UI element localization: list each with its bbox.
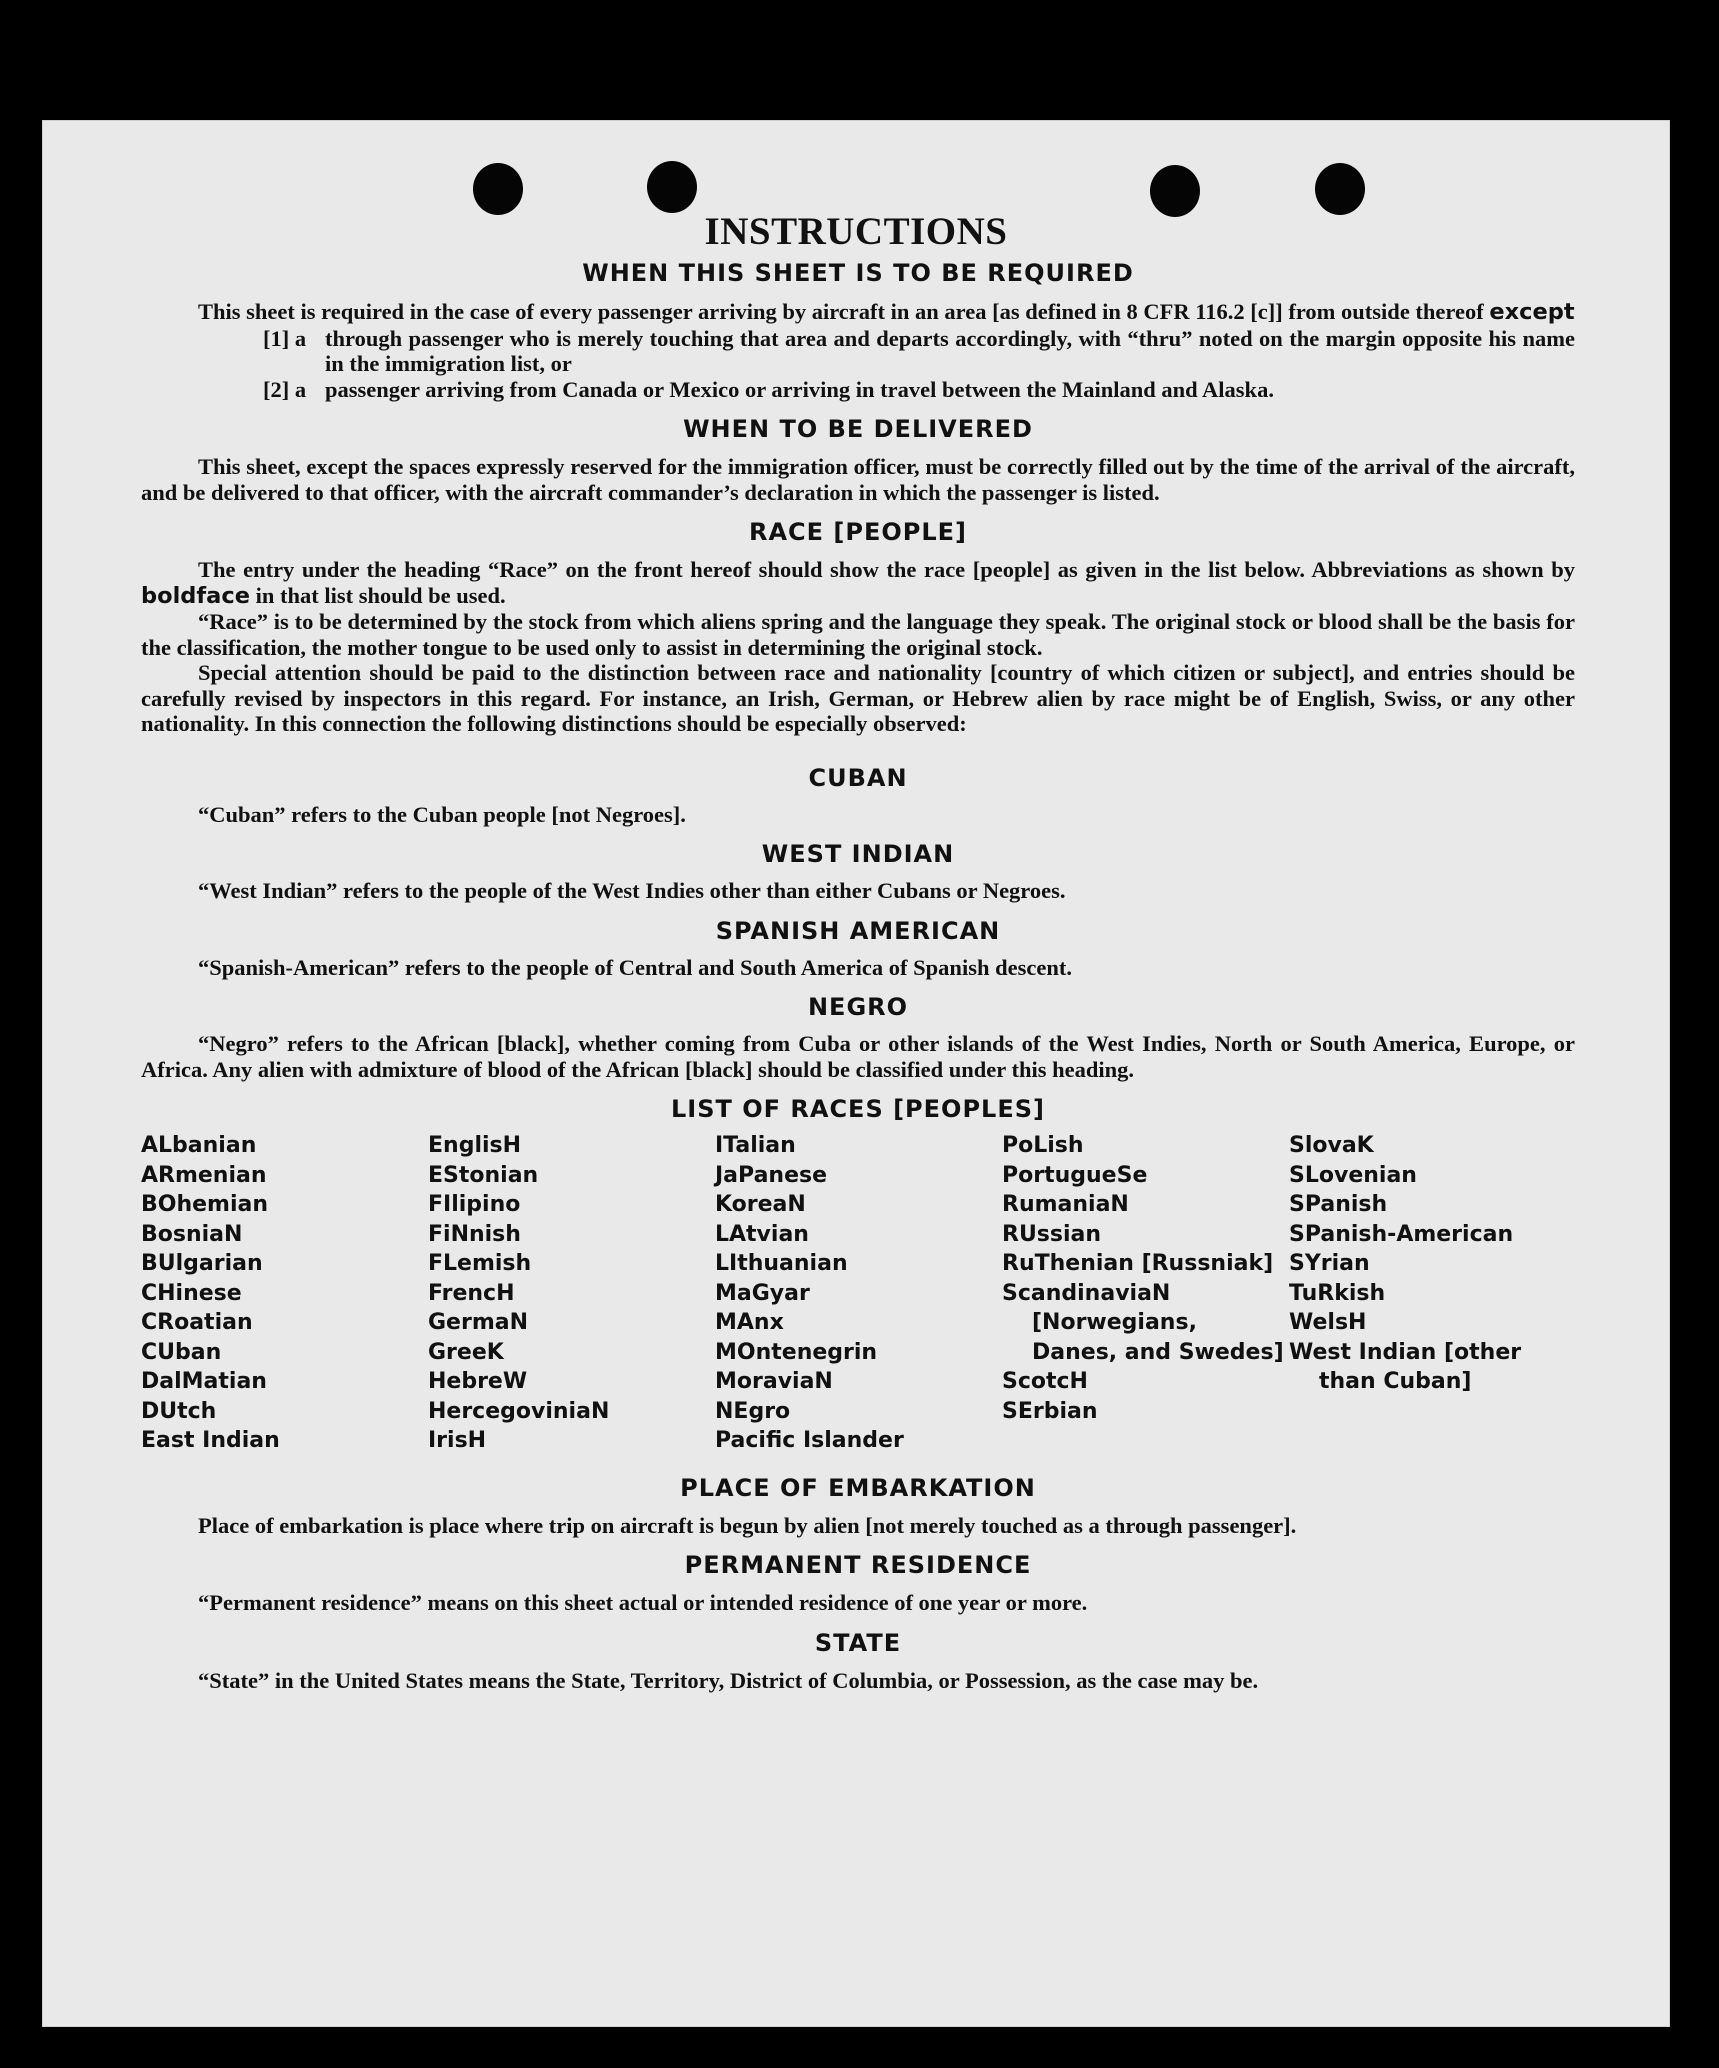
race-entry: BosniaN xyxy=(141,1221,243,1247)
race-entry: ALbanian xyxy=(141,1133,257,1158)
section-heading-cuban: CUBAN xyxy=(808,763,908,792)
exception-item-2: [2] a passenger arriving from Canada or Mexico or arriving in travel between the Mainland and Alaska. xyxy=(263,376,1274,402)
race-entry: MOntenegrin xyxy=(715,1339,878,1365)
section-heading-delivered: WHEN TO BE DELIVERED xyxy=(683,415,1033,443)
race-entry: SErbian xyxy=(1002,1398,1098,1424)
section-heading-race: RACE [PEOPLE] xyxy=(748,518,968,546)
race-entry: BOhemian xyxy=(141,1192,269,1217)
page-title: INSTRUCTIONS xyxy=(704,210,1008,253)
state-text: “State” in the United States means the State, Territory, District of Columbia, or Possession, as the case may be. xyxy=(198,1667,1259,1693)
race-column xyxy=(141,1131,428,1456)
race-column xyxy=(428,1131,715,1456)
race-entry: Pacific Islander xyxy=(715,1428,904,1453)
punch-hole xyxy=(1315,163,1365,215)
race-entry: FLemish xyxy=(428,1251,532,1276)
required-intro: This sheet is required in the case of every passenger arriving by aircraft in an area [as defined in 8 CFR 116.2 [c]] from outside thereof except xyxy=(198,299,1575,325)
race-entry: ARmenian xyxy=(141,1162,267,1188)
instructions-body xyxy=(141,259,1575,1693)
section-heading-state: STATE xyxy=(814,1628,902,1657)
race-entry: GermaN xyxy=(428,1310,529,1335)
race-entry: RUssian xyxy=(1002,1221,1102,1247)
section-heading-embarkation: PLACE OF EMBARKATION xyxy=(680,1473,1036,1502)
race-entry: FIlipino xyxy=(428,1192,521,1217)
race-entry: LAtvian xyxy=(715,1221,809,1247)
race-entry: MAnx xyxy=(715,1310,784,1335)
race-entry: ScotcH xyxy=(1002,1369,1088,1394)
race-entry: CRoatian xyxy=(141,1310,253,1335)
race-entry: TuRkish xyxy=(1289,1280,1386,1306)
residence-text: “Permanent residence” means on this sheet actual or intended residence of one year or more. xyxy=(198,1590,1088,1615)
race-entry: BUlgarian xyxy=(141,1251,263,1276)
race-entry: SLovenian xyxy=(1289,1162,1417,1188)
race-entry: SPanish xyxy=(1289,1192,1388,1217)
spanish-american-text: “Spanish-American” refers to the people of Central and South America of Spanish descent. xyxy=(198,954,1072,980)
section-heading-required: WHEN THIS SHEET IS TO BE REQUIRED xyxy=(582,259,1134,287)
race-entry: DUtch xyxy=(141,1398,217,1424)
race-entry: SPanish-American xyxy=(1289,1221,1514,1247)
race-entry: GreeK xyxy=(428,1339,504,1365)
negro-text: “Negro” refers to the African [black], whether coming from Cuba or other islands of the West Indies, North or South America, Europe, or Africa. Any alien with admixture of blood of the African [black] should be classified under this heading. xyxy=(141,1031,1575,1082)
section-heading-spanish-american: SPANISH AMERICAN xyxy=(715,916,1001,945)
race-column xyxy=(1289,1131,1575,1456)
race-entry: ITalian xyxy=(715,1133,796,1158)
race-entry: LIthuanian xyxy=(715,1251,848,1276)
race-entry: East Indian xyxy=(141,1428,280,1453)
race-entry: MaGyar xyxy=(715,1280,810,1306)
race-entry: SYrian xyxy=(1289,1251,1370,1276)
race-column xyxy=(1002,1131,1289,1456)
race-entry: HebreW xyxy=(428,1369,528,1394)
race-entry: PoLish xyxy=(1002,1133,1084,1158)
west-indian-text: “West Indian” refers to the people of the West Indies other than either Cubans or Negroes. xyxy=(198,878,1066,903)
document-page xyxy=(42,120,1670,2027)
section-heading-negro: NEGRO xyxy=(807,993,909,1021)
section-heading-race-list: LIST OF RACES [PEOPLES] xyxy=(671,1095,1045,1123)
race-column xyxy=(715,1131,1002,1456)
punch-hole xyxy=(647,161,697,213)
race-entry: SlovaK xyxy=(1289,1133,1374,1158)
race-entry: CHinese xyxy=(141,1280,242,1306)
race-entry: EStonian xyxy=(428,1162,539,1188)
race-entry: HercegoviniaN xyxy=(428,1398,610,1424)
race-paragraph-2: “Race” is to be determined by the stock from which aliens spring and the language they speak. The original stock or blood shall be the basis for the classification, the mother tongue to be used only to assist in determining the original stock. xyxy=(141,609,1575,660)
race-entry: KoreaN xyxy=(715,1192,806,1217)
race-list xyxy=(141,1131,1575,1456)
race-entry: DalMatian xyxy=(141,1369,267,1394)
race-entry: MoraviaN xyxy=(715,1369,833,1394)
race-entry: West Indian [other than Cuban] xyxy=(1289,1339,1522,1394)
race-entry: FiNnish xyxy=(428,1221,521,1247)
race-entry: RumaniaN xyxy=(1002,1192,1129,1217)
race-entry: EnglisH xyxy=(428,1133,522,1158)
race-paragraph-3: Special attention should be paid to the distinction between race and nationality [country of which citizen or subject], and entries should be carefully revised by inspectors in this regard. For instance, an Irish, German, or Hebrew alien by race might be of English, Swiss, or any other nationality. In this connection the following distinctions should be especially observed: xyxy=(141,660,1575,736)
race-entry: CUban xyxy=(141,1339,222,1365)
race-entry: RuThenian [Russniak] xyxy=(1002,1251,1274,1276)
cuban-text: “Cuban” refers to the Cuban people [not Negroes]. xyxy=(198,801,686,827)
embarkation-text: Place of embarkation is place where trip on aircraft is begun by alien [not merely touched as a through passenger]. xyxy=(198,1512,1297,1538)
race-entry: NEgro xyxy=(715,1398,791,1424)
section-heading-residence: PERMANENT RESIDENCE xyxy=(684,1551,1032,1579)
race-entry: WelsH xyxy=(1289,1310,1367,1335)
race-entry: FrencH xyxy=(428,1280,515,1306)
punch-hole xyxy=(473,163,523,215)
race-entry: ScandinaviaN [Norwegians, Danes, and Swedes] xyxy=(1002,1280,1284,1365)
race-entry: PortugueSe xyxy=(1002,1162,1148,1188)
race-entry: JaPanese xyxy=(715,1162,828,1188)
race-entry: IrisH xyxy=(428,1428,487,1453)
race-paragraph-1: The entry under the heading “Race” on the front hereof should show the race [people] as given in the list below. Abbreviations as shown by boldface in that list should be used. xyxy=(141,557,1575,609)
section-heading-west-indian: WEST INDIAN xyxy=(761,840,955,868)
exception-item-1: [1] a through passenger who is merely touching that area and departs accordingly, with “thru” noted on the margin opposite his name in the immigration list, or xyxy=(263,325,1575,376)
delivered-text: This sheet, except the spaces expressly reserved for the immigration officer, must be correctly filled out by the time of the arrival of the aircraft, and be delivered to that officer, with the aircraft commander’s declaration in which the passenger is listed. xyxy=(141,454,1575,505)
